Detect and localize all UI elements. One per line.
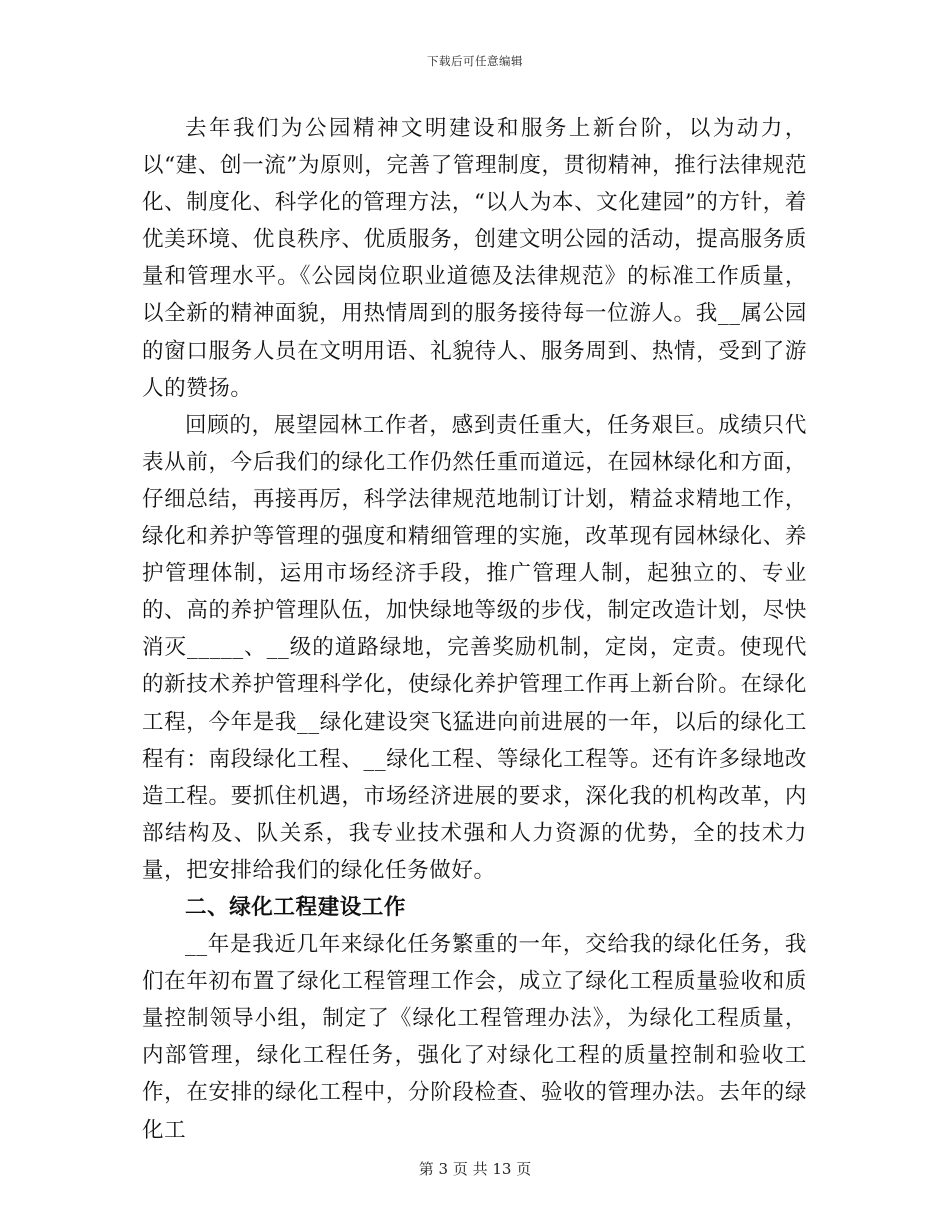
section-heading: 二、绿化工程建设工作: [185, 894, 407, 920]
document-body: [142, 110, 807, 1149]
page-number: 第 3 页 共 13 页: [418, 1160, 532, 1178]
paragraph-1: 去年我们为公园精神文明建设和服务上新台阶，以为动力，以“建、创一流”为原则，完善了管理制度，贯彻精神，推行法律规范化、制度化、科学化的管理方法，“以人为本、文化建园”的方针，着优美环境、优良秩序、优质服务，创建文明公园的活动，提高服务质量和管理水平。《公园岗位职业道德及法律规范》的标准工作质量，以全新的精神面貌，用热情周到的服务接待每一位游人。我__属公园的窗口服务人员在文明用语、礼貌待人、服务周到、热情，受到了游人的赞扬。: [142, 116, 807, 401]
paragraph-2: 回顾的，展望园林工作者，感到责任重大，任务艰巨。成绩只代表从前，今后我们的绿化工作仍然任重而道远，在园林绿化和方面，仔细总结，再接再厉，科学法律规范地制订计划，精益求精地工作，绿化和养护等管理的强度和精细管理的实施，改革现有园林绿化、养护管理体制，运用市场经济手段，推广管理人制，起独立的、专业的、高的养护管理队伍，加快绿地等级的步伐，制定改造计划，尽快消灭_____、__级的道路绿地，完善奖励机制，定岗，定责。使现代的新技术养护管理科学化，使绿化养护管理工作再上新台阶。在绿化工程，今年是我__绿化建设突飞猛进向前进展的一年，以后的绿化工程有：南段绿化工程、__绿化工程、等绿化工程等。还有许多绿地改造工程。要抓住机遇，市场经济进展的要求，深化我的机构改革，内部结构及、队关系，我专业技术强和人力资源的优势，全的技术力量，把安排给我们的绿化任务做好。: [142, 412, 807, 883]
header-note: 下载后可任意编辑: [427, 54, 523, 68]
paragraph-3: __年是我近几年来绿化任务繁重的一年，交给我的绿化任务，我们在年初布置了绿化工程管理工作会，成立了绿化工程质量验收和质量控制领导小组，制定了《绿化工程管理办法》，为绿化工程质量，内部管理，绿化工程任务，强化了对绿化工程的质量控制和验收工作，在安排的绿化工程中，分阶段检查、验收的管理办法。去年的绿化工: [142, 932, 807, 1143]
